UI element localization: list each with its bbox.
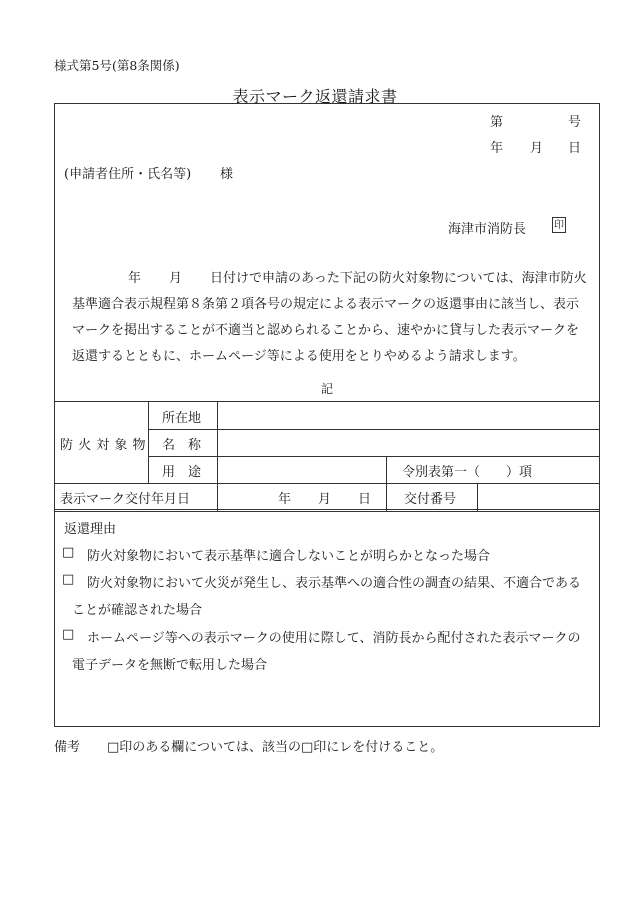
date-day: 日 — [568, 141, 582, 156]
body-month: 月 — [169, 271, 183, 286]
object-label: 防 火 対 象 物 — [60, 438, 147, 453]
table-line-5a — [54, 509, 600, 510]
table-vline-number — [477, 483, 478, 511]
ki-mark: 記 — [321, 382, 334, 396]
table-line-5b — [54, 511, 600, 512]
appendix-label: 令別表第一（ ）項 — [402, 465, 533, 480]
table-vline-object — [148, 401, 149, 483]
name-label: 名 称 — [162, 438, 202, 453]
reason-3-checkbox[interactable]: □ — [62, 627, 75, 642]
reason-1-checkbox[interactable]: □ — [62, 545, 75, 560]
reason-3-text-1: ホームページ等への表示マークの使用に際して、消防長から配付された表示マークの — [87, 631, 581, 646]
number-suffix: 号 — [568, 115, 582, 130]
notes-label: 備考 — [54, 740, 81, 755]
body-year: 年 — [128, 271, 142, 286]
document-title: 表示マーク返還請求書 — [232, 87, 398, 106]
table-vline-label — [217, 401, 218, 511]
date-month: 月 — [530, 141, 544, 156]
body-line-1 — [72, 266, 602, 292]
table-line-4 — [54, 483, 600, 484]
issue-month: 月 — [318, 492, 332, 507]
table-line-top — [54, 401, 600, 402]
date-year: 年 — [490, 141, 504, 156]
reason-2-text-2: ことが確認された場合 — [72, 603, 203, 618]
issue-number-label: 交付番号 — [404, 492, 457, 507]
body-line-2: 基準適合表示規程第８条第２項各号の規定による表示マークの返還事由に該当し、表示 — [72, 297, 580, 312]
form-number: 様式第5号(第8条関係) — [54, 58, 180, 73]
issue-day: 日 — [358, 492, 372, 507]
body-line-3: マークを掲出することが不適当と認められることから、速やかに貸与した表示マークを — [72, 323, 580, 338]
issuer-title: 海津市消防長 — [448, 222, 527, 237]
issue-year: 年 — [278, 492, 292, 507]
usage-label: 用 途 — [162, 465, 202, 480]
reason-2-text-1: 防火対象物において火災が発生し、表示基準への適合性の調査の結果、不適合である — [87, 576, 582, 591]
table-line-2 — [148, 429, 600, 430]
body-line-1-text: 日付けで申請のあった下記の防火対象物については、海津市防火 — [210, 271, 587, 286]
seal-stamp: 印 — [552, 217, 566, 233]
location-label: 所在地 — [162, 411, 202, 426]
reason-1-text: 防火対象物において表示基準に適合しないことが明らかとなった場合 — [87, 549, 491, 564]
issue-date-label: 表示マーク交付年月日 — [60, 492, 191, 507]
honorific: 様 — [220, 167, 234, 182]
number-prefix: 第 — [490, 115, 504, 130]
reason-3-text-2: 電子データを無断で転用した場合 — [72, 658, 268, 673]
applicant-label: (申請者住所・氏名等) — [64, 167, 192, 182]
reason-2-checkbox[interactable]: □ — [62, 572, 75, 587]
body-line-4: 返還するとともに、ホームページ等による使用をとりやめるよう請求します。 — [72, 349, 526, 364]
notes-text: □印のある欄については、該当の□印にレを付けること。 — [107, 740, 444, 755]
table-line-3 — [148, 456, 600, 457]
reasons-heading: 返還理由 — [64, 522, 117, 537]
table-vline-appendix — [386, 456, 387, 511]
